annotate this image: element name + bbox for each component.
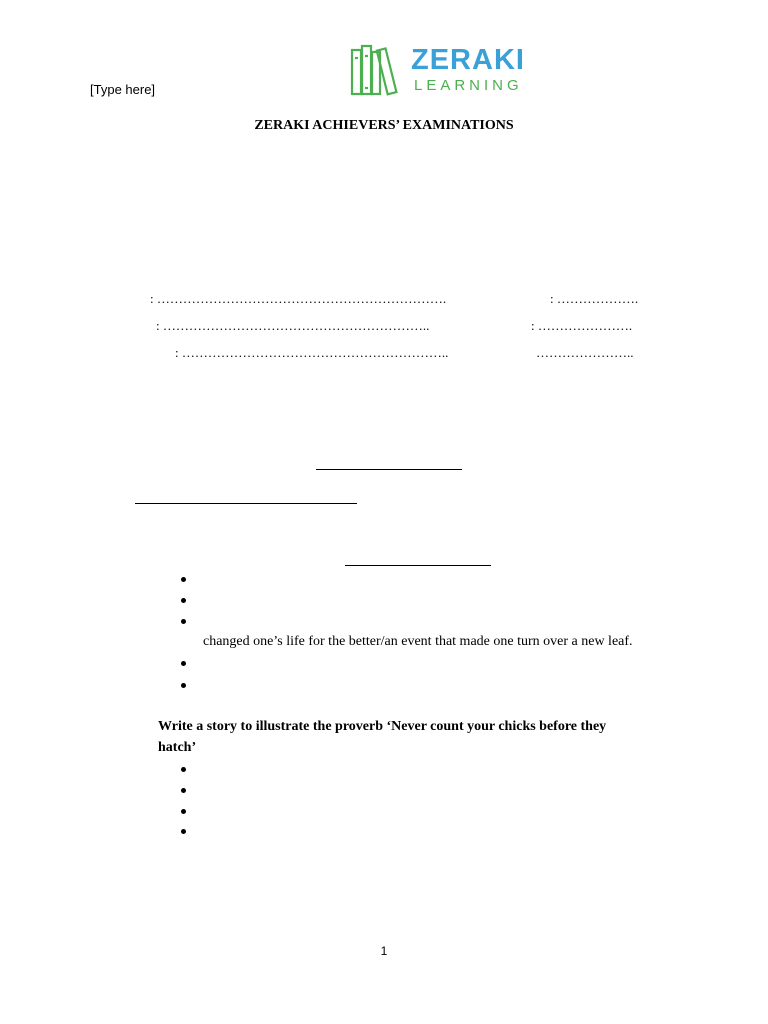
books-logo-icon <box>349 44 405 98</box>
bullet-text-life-change: changed one’s life for the better/an event that made one turn over a new leaf. <box>203 634 633 649</box>
bullet <box>181 767 186 772</box>
form-line-3-right: ………………….. <box>536 345 634 360</box>
bullet <box>181 661 186 666</box>
bullet <box>181 829 186 834</box>
bullet <box>181 809 186 814</box>
bullet <box>181 788 186 793</box>
page-number: 1 <box>380 944 388 958</box>
heading-rule-1 <box>316 469 462 470</box>
logo-subtitle: LEARNING <box>414 77 523 94</box>
zeraki-logo <box>349 44 539 98</box>
bullet <box>181 577 186 582</box>
form-line-1-left: : …………………………………………………………. <box>150 291 447 306</box>
form-line-2-left: : …………………………………………………….. <box>156 318 430 333</box>
heading-rule-3 <box>345 565 491 566</box>
logo-name: ZERAKI <box>411 44 525 76</box>
exam-title: ZERAKI ACHIEVERS’ EXAMINATIONS <box>254 118 514 133</box>
bullet <box>181 683 186 688</box>
bullet <box>181 598 186 603</box>
form-line-3-left: : …………………………………………………….. <box>175 345 449 360</box>
heading-rule-2 <box>135 503 357 504</box>
bullet <box>181 619 186 624</box>
header-placeholder: [Type here] <box>90 82 156 97</box>
question-line-2: hatch’ <box>158 740 197 755</box>
form-line-2-right: : …………………. <box>531 318 633 333</box>
question-line-1: Write a story to illustrate the proverb ‘Never count your chicks before they <box>158 719 607 734</box>
form-line-1-right: : ………………. <box>550 291 639 306</box>
